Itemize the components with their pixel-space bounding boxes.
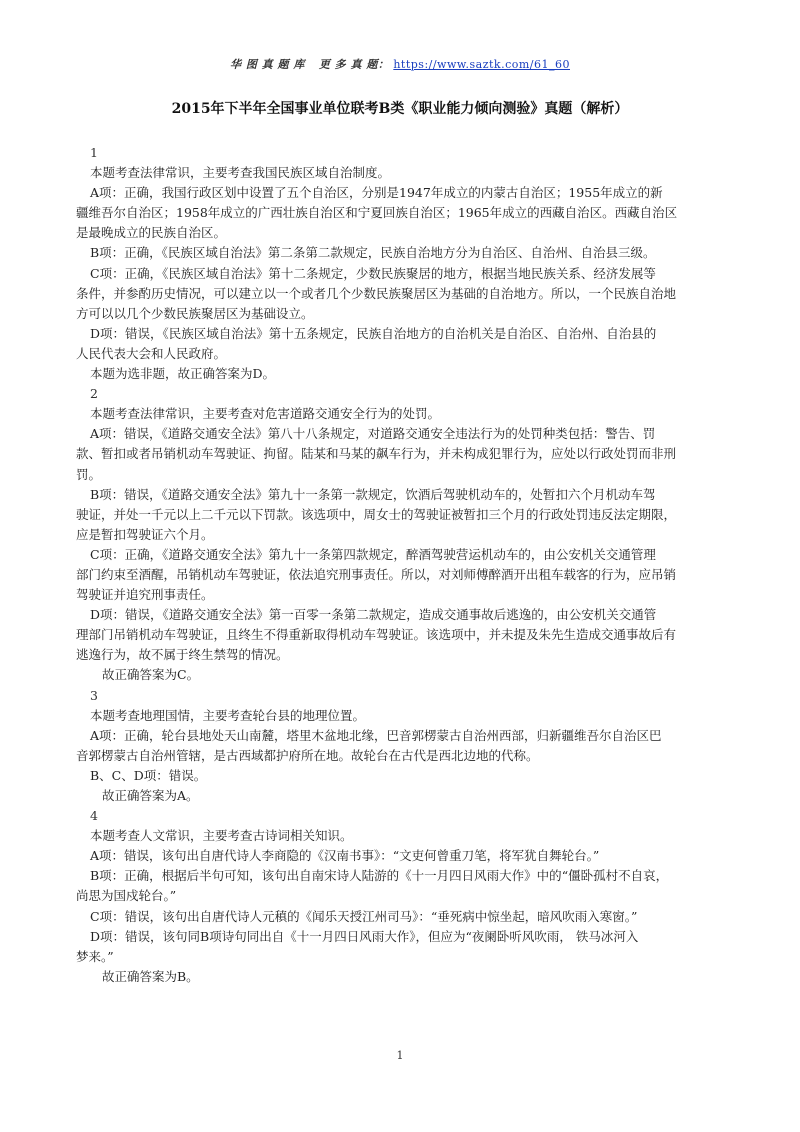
- question-number: 3: [90, 687, 98, 703]
- text-line: B项：正确，《民族区域自治法》第二条第二款规定，民族自治地方分为自治区、自治州、自治县三级。: [90, 245, 656, 261]
- document-body: [76, 143, 743, 987]
- text-line: 应是暂扣驾驶证六个月。: [76, 526, 214, 542]
- text-line: 尚思为国戍轮台。”: [76, 888, 177, 904]
- text-line: A项：正确，轮台县地处天山南麓，塔里木盆地北缘，巴音郭楞蒙古自治州西部，归新疆维吾尔自治区巴: [90, 727, 662, 743]
- question-number: 2: [90, 386, 98, 402]
- text-line: 本题考查人文常识，主要考查古诗词相关知识。: [90, 828, 353, 844]
- text-line: C项：正确，《道路交通安全法》第九十一条第四款规定，醉酒驾驶营运机动车的，由公安机关交通管理: [90, 546, 656, 562]
- text-line: B项：正确，根据后半句可知，该句出自南宋诗人陆游的《十一月四日风雨大作》中的“僵卧孤村不自哀，: [90, 868, 669, 884]
- document-title: 2015年下半年全国事业单位联考B类《职业能力倾向测验》真题（解析）: [171, 101, 629, 117]
- text-line: D项：错误，《民族区域自治法》第十五条规定，民族自治地方的自治机关是自治区、自治州、自治县的: [90, 325, 657, 341]
- text-line: 本题考查法律常识，主要考查我国民族区域自治制度。: [90, 165, 391, 181]
- text-line: C项：正确，《民族区域自治法》第十二条规定，少数民族聚居的地方，根据当地民族关系、经济发展等: [90, 265, 656, 281]
- text-line: 款、暂扣或者吊销机动车驾驶证、拘留。陆某和马某的飙车行为，并未构成犯罪行为，应处以行政处罚而非刑: [76, 446, 677, 462]
- question-number: 1: [90, 145, 98, 160]
- text-line: 故正确答案为C。: [102, 667, 200, 683]
- header-link[interactable]: https://www.saztk.com/61_60: [393, 58, 570, 71]
- text-line: A项：错误，该句出自唐代诗人李商隐的《汉南书事》：“文吏何曾重刀笔，将军犹自舞轮台。”: [90, 848, 600, 864]
- text-line: 驾驶证并追究刑事责任。: [76, 587, 214, 603]
- text-line: 罚。: [76, 466, 102, 482]
- text-line: B、C、D项：错误。: [90, 767, 207, 783]
- header-label: 更 多 真 题：: [318, 58, 390, 71]
- text-line: 音郭楞蒙古自治州管辖，是古西域都护府所在地。故轮台在古代是西北边地的代称。: [76, 747, 539, 763]
- text-line: 条件，并参酌历史情况，可以建立以一个或者几个少数民族聚居区为基础的自治地方。所以，一个民族自治地: [76, 285, 677, 301]
- text-line: C项：错误，该句出自唐代诗人元稹的《闻乐天授江州司马》：“垂死病中惊坐起，暗风吹雨入寒窗。”: [90, 908, 638, 924]
- text-line: 故正确答案为B。: [102, 968, 199, 984]
- text-line: 疆维吾尔自治区；1958年成立的广西壮族自治区和宁夏回族自治区；1965年成立的西藏自治区。西藏自治区: [76, 205, 678, 221]
- text-line: 理部门吊销机动车驾驶证，且终生不得重新取得机动车驾驶证。该选项中，并未提及朱先生造成交通事故后有: [76, 627, 677, 643]
- text-line: 驶证，并处一千元以上二千元以下罚款。该选项中，周女士的驾驶证被暂扣三个月的行政处罚违反法定期限，: [76, 506, 677, 522]
- text-line: 本题考查法律常识，主要考查对危害道路交通安全行为的处罚。: [90, 406, 441, 422]
- text-line: 本题为选非题，故正确答案为D。: [90, 366, 276, 382]
- text-line: 故正确答案为A。: [102, 788, 199, 803]
- text-line: 方可以以几个少数民族聚居区为基础设立。: [76, 305, 314, 321]
- text-line: D项：错误，该句同B项诗句同出自《十一月四日风雨大作》，但应为“夜阑卧听风吹雨， 铁马冰河入: [90, 928, 639, 944]
- text-line: A项：错误，《道路交通安全法》第八十八条规定，对道路交通安全违法行为的处罚种类包括：警告、罚: [90, 426, 656, 442]
- text-line: 本题考查地理国情，主要考查轮台县的地理位置。: [90, 707, 366, 723]
- question-number: 4: [90, 808, 98, 824]
- text-line: 部门约束至酒醒，吊销机动车驾驶证，依法追究刑事责任。所以，对刘师傅醉酒开出租车载客的行为，应吊销: [76, 566, 677, 582]
- text-line: 人民代表大会和人民政府。: [76, 345, 227, 361]
- text-line: 是最晚成立的民族自治区。: [76, 225, 227, 241]
- text-line: 梦来。”: [76, 948, 114, 964]
- page-header: [0, 56, 800, 72]
- text-line: A项：正确，我国行政区划中设置了五个自治区，分别是1947年成立的内蒙古自治区；1955年成立的新: [90, 185, 663, 201]
- text-line: D项：错误，《道路交通安全法》第一百零一条第二款规定，造成交通事故后逃逸的，由公安机关交通管: [90, 607, 657, 623]
- text-line: B项：错误，《道路交通安全法》第九十一条第一款规定，饮酒后驾驶机动车的，处暂扣六个月机动车驾: [90, 486, 656, 502]
- page-number: 1: [396, 1049, 404, 1062]
- header-brand: 华 图 真 题 库: [230, 58, 305, 71]
- text-line: 逃逸行为，故不属于终生禁驾的情况。: [76, 647, 289, 663]
